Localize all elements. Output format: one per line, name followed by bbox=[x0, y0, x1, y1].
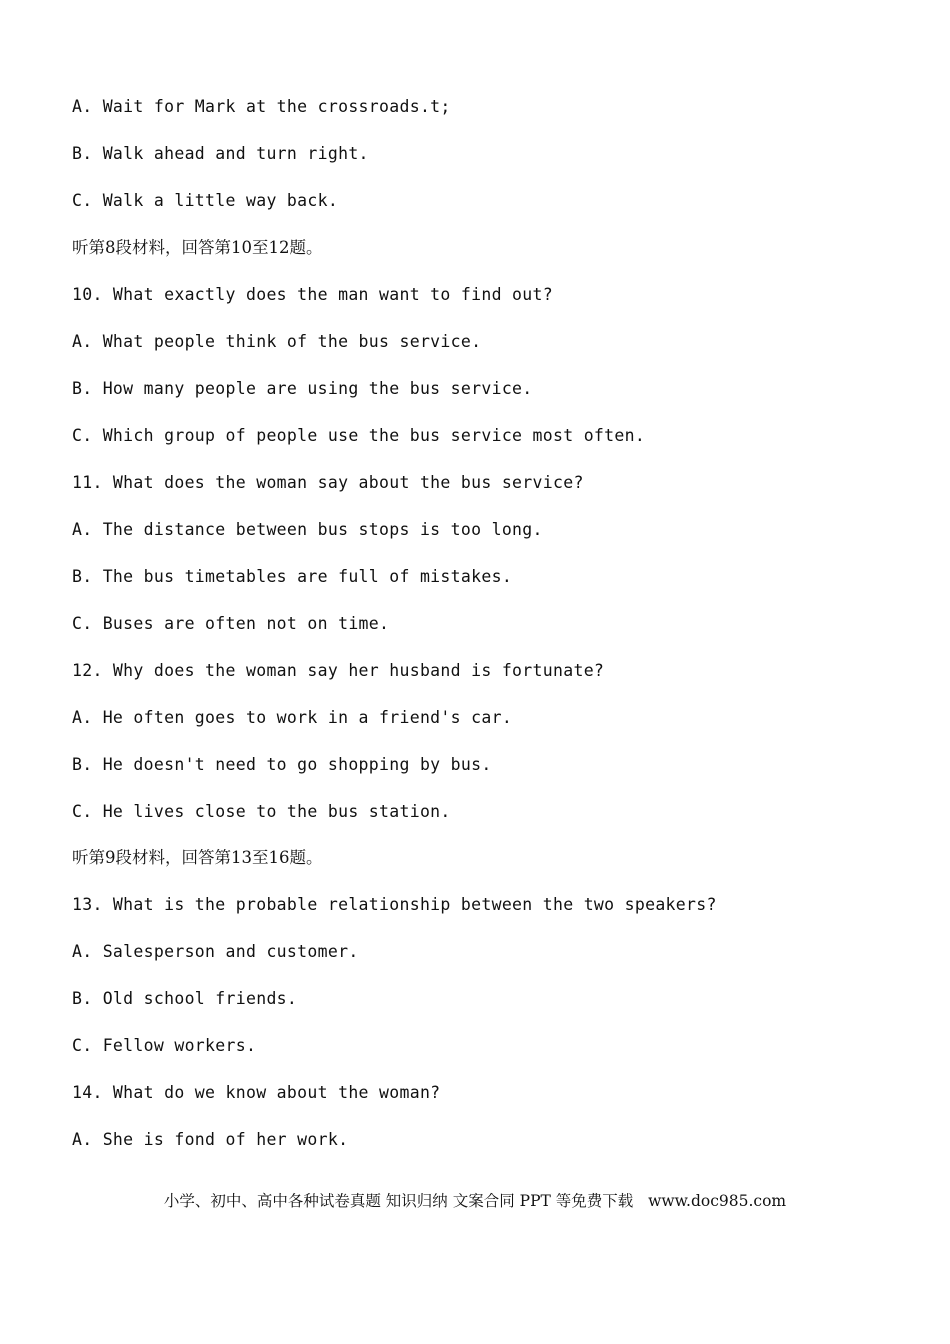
question-11: 11. What does the woman say about the bus service? bbox=[72, 473, 584, 492]
option-9b: B. Walk ahead and turn right. bbox=[72, 144, 369, 163]
option-13a: A. Salesperson and customer. bbox=[72, 942, 359, 961]
option-9a: A. Wait for Mark at the crossroads.t; bbox=[72, 97, 451, 116]
option-11b: B. The bus timetables are full of mistakes. bbox=[72, 567, 513, 586]
option-11c: C. Buses are often not on time. bbox=[72, 614, 390, 633]
section-header-9: 听第9段材料，回答第13至16题。 bbox=[72, 848, 323, 867]
page-footer: 小学、初中、高中各种试卷真题 知识归纳 文案合同 PPT 等免费下载 www.doc985.com bbox=[163, 1192, 787, 1210]
option-11a: A. The distance between bus stops is too long. bbox=[72, 520, 543, 539]
option-10b: B. How many people are using the bus service. bbox=[72, 379, 533, 398]
option-13b: B. Old school friends. bbox=[72, 989, 298, 1008]
section-header-8: 听第8段材料，回答第10至12题。 bbox=[72, 238, 323, 257]
option-9c: C. Walk a little way back. bbox=[72, 191, 339, 210]
question-14: 14. What do we know about the woman? bbox=[72, 1083, 441, 1102]
question-12: 12. Why does the woman say her husband is fortunate? bbox=[72, 661, 605, 680]
option-12c: C. He lives close to the bus station. bbox=[72, 802, 451, 821]
option-12a: A. He often goes to work in a friend's car. bbox=[72, 708, 513, 727]
option-14a: A. She is fond of her work. bbox=[72, 1130, 349, 1149]
option-13c: C. Fellow workers. bbox=[72, 1036, 257, 1055]
option-10c: C. Which group of people use the bus service most often. bbox=[72, 426, 646, 445]
question-10: 10. What exactly does the man want to find out? bbox=[72, 285, 553, 304]
option-12b: B. He doesn't need to go shopping by bus. bbox=[72, 755, 492, 774]
option-10a: A. What people think of the bus service. bbox=[72, 332, 482, 351]
question-13: 13. What is the probable relationship between the two speakers? bbox=[72, 895, 717, 914]
